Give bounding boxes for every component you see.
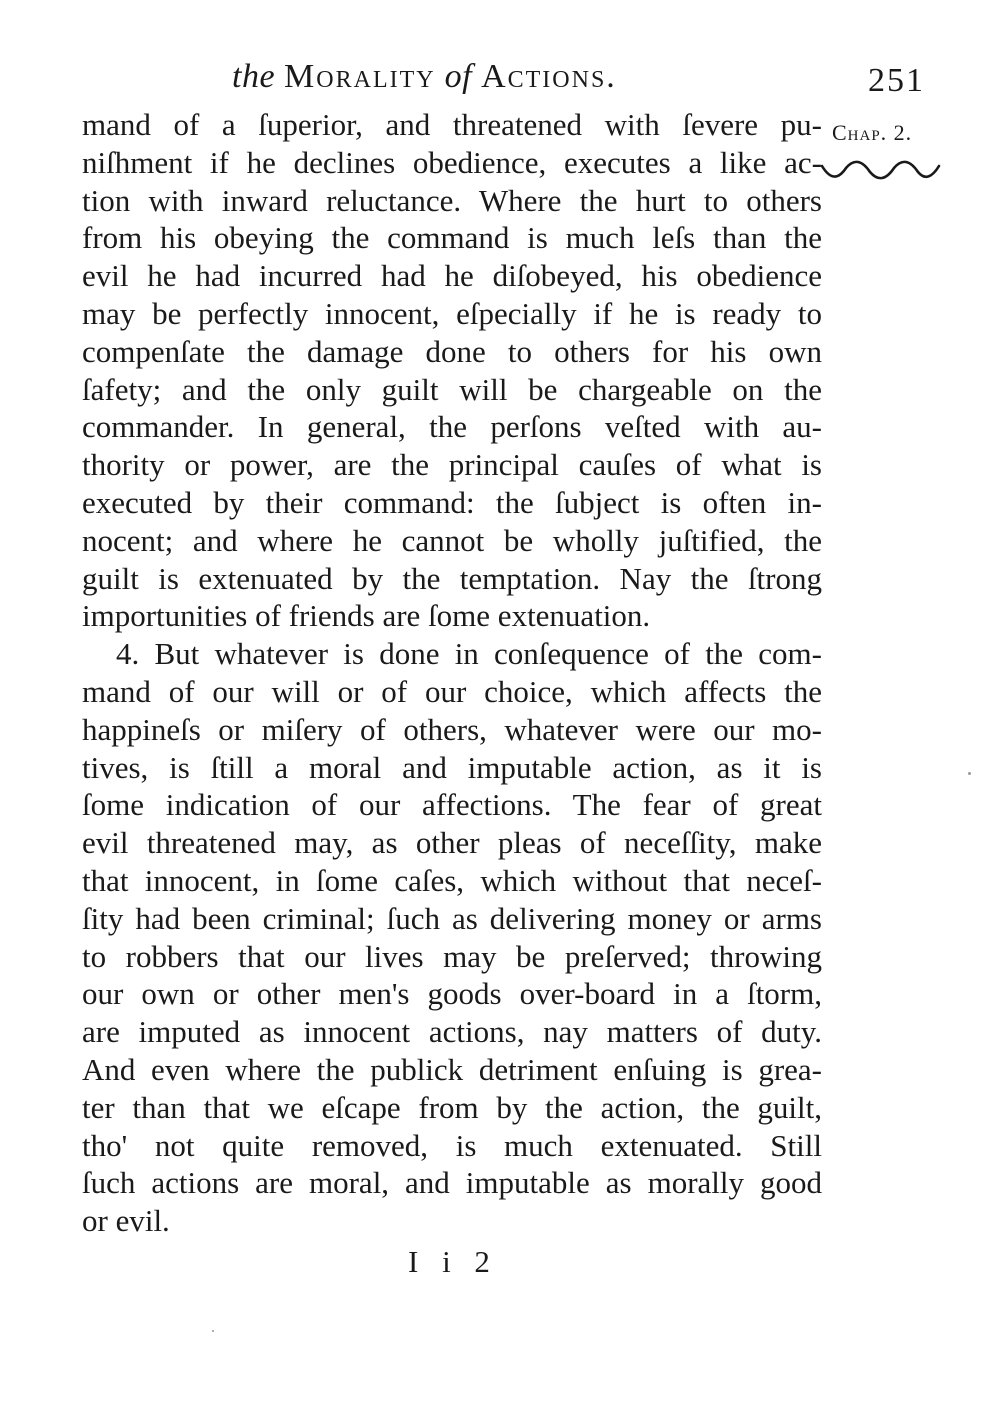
text-line: thority or power, are the principal cauſes of what is bbox=[82, 447, 822, 483]
page-number: 251 bbox=[868, 62, 925, 99]
paragraph-1 bbox=[82, 106, 822, 635]
text-line: ſome indication of our affections. The fear of great bbox=[82, 787, 822, 823]
text-line: mand of our will or of our choice, which affects the bbox=[82, 673, 822, 709]
text-line: tives, is ſtill a moral and imputable action, as it is bbox=[82, 749, 822, 785]
text-line: ſuch actions are moral, and imputable as morally good bbox=[82, 1165, 822, 1201]
text-line: compenſate the damage done to others for his own bbox=[82, 333, 822, 369]
text-line: mand of a ſuperior, and threatened with ſevere pu- bbox=[82, 107, 822, 142]
text-line: happineſs or miſery of others, whatever were our mo- bbox=[82, 711, 822, 747]
text-line: guilt is extenuated by the temptation. Nay the ſtrong bbox=[82, 560, 822, 596]
text-line: commander. In general, the perſons veſted with au- bbox=[82, 409, 822, 445]
text-line: are imputed as innocent actions, nay matters of duty. bbox=[82, 1014, 822, 1050]
running-head bbox=[232, 58, 617, 96]
text-line: our own or other men's goods over-board in a ſtorm, bbox=[82, 976, 822, 1012]
running-head-morality: Morality bbox=[284, 58, 436, 95]
signature-mark: I i 2 bbox=[408, 1244, 498, 1279]
running-head-actions: Actions. bbox=[481, 58, 617, 95]
text-line: importunities of friends are ſome extenuation. bbox=[82, 598, 651, 634]
running-head-of: of bbox=[444, 58, 473, 95]
text-line: may be perfectly innocent, eſpecially if he is ready to bbox=[82, 295, 822, 331]
text-line: to robbers that our lives may be preſerved; throwing bbox=[82, 938, 822, 974]
paper-speck bbox=[212, 1330, 214, 1332]
running-head-the: the bbox=[232, 58, 276, 95]
paper-speck bbox=[968, 772, 971, 775]
ornament-squiggle-icon bbox=[818, 156, 943, 186]
text-line: or evil. bbox=[82, 1203, 170, 1239]
text-line: tho' not quite removed, is much extenuated. Still bbox=[82, 1127, 822, 1163]
text-line: ſity had been criminal; ſuch as delivering money or arms bbox=[82, 900, 822, 936]
text-line: 4. But whatever is done in conſequence of the com- bbox=[116, 636, 822, 672]
chapter-marginal-note: Chap. 2. bbox=[832, 120, 913, 145]
text-line: from his obeying the command is much leſs than the bbox=[82, 220, 822, 256]
text-line: tion with inward reluctance. Where the hurt to others bbox=[82, 182, 822, 218]
text-line: executed by their command: the ſubject is often in- bbox=[82, 484, 822, 520]
body-text bbox=[82, 106, 822, 1240]
text-line: nocent; and where he cannot be wholly juſtified, the bbox=[82, 522, 822, 558]
text-line: And even where the publick detriment enſuing is grea- bbox=[82, 1051, 822, 1087]
text-line: evil he had incurred had he diſobeyed, his obedience bbox=[82, 258, 822, 294]
text-line: ter than that we eſcape from by the action, the guilt, bbox=[82, 1089, 822, 1125]
paragraph-2 bbox=[82, 635, 822, 1240]
text-line: ſafety; and the only guilt will be chargeable on the bbox=[82, 371, 822, 407]
text-line: niſhment if he declines obedience, executes a like ac- bbox=[82, 144, 822, 180]
text-line: that innocent, in ſome caſes, which without that neceſ- bbox=[82, 862, 822, 898]
text-line: evil threatened may, as other pleas of neceſſity, make bbox=[82, 825, 822, 861]
